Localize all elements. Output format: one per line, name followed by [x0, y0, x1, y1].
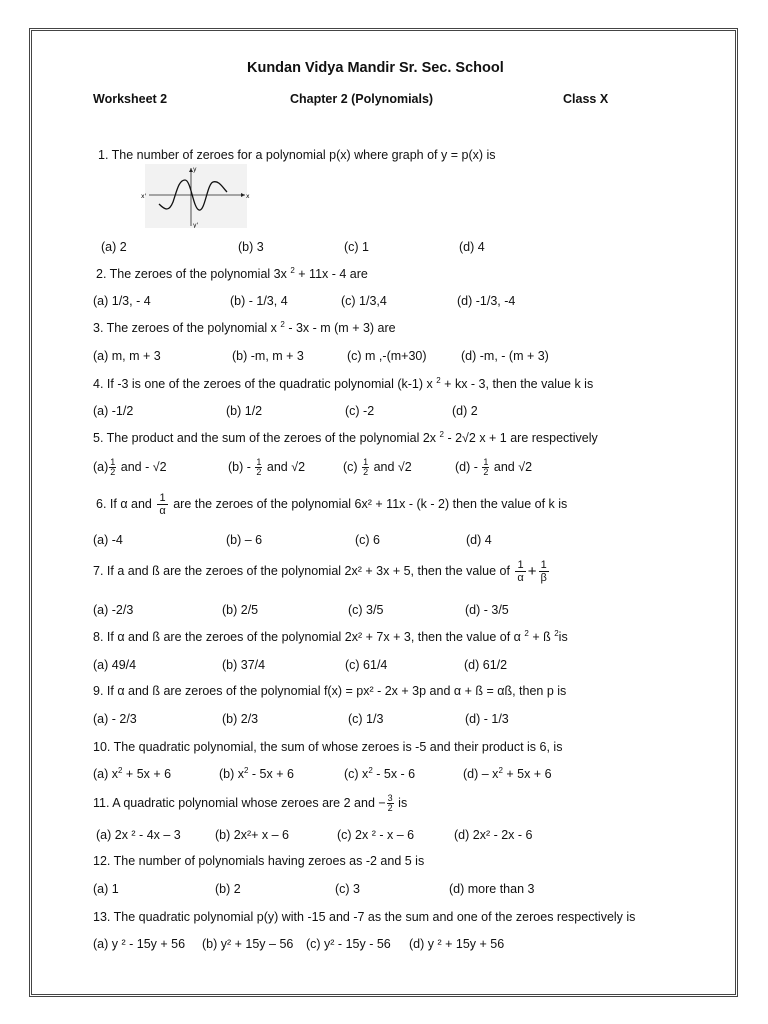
- q8-option-d: (d) 61/2: [464, 658, 508, 672]
- question-9: 9. If α and ß are zeroes of the polynomial f(x) = px² - 2x + 3p and α + ß = αß, then p is: [93, 684, 567, 698]
- chapter-label: Chapter 2 (Polynomials): [290, 92, 434, 106]
- q5-option-b: (b) - $\frac{1}{2}$ and √2: [228, 457, 306, 477]
- question-6: 6. If α and $\frac{1}{\alpha}$ are the zeroes of the polynomial 6x² + 11x - (k - 2) then the value of k is: [96, 492, 568, 517]
- q9-option-a: (a) - 2/3: [93, 712, 137, 726]
- q7-option-b: (b) 2/5: [222, 603, 259, 617]
- q7-option-a: (a) -2/3: [93, 603, 134, 617]
- q12-option-c: (c) 3: [335, 882, 360, 896]
- q4-option-d: (d) 2: [452, 404, 478, 418]
- q4-option-c: (c) -2: [345, 404, 375, 418]
- q11-option-d: (d) 2x² - 2x - 6: [454, 828, 533, 842]
- q12-option-a: (a) 1: [93, 882, 119, 896]
- q10-option-a: (a) $x^2 + 5x + 6$: [93, 766, 172, 781]
- question-3: 3. The zeroes of the polynomial x $^2$ - 3x - m (m + 3) are: [93, 320, 396, 335]
- question-5: 5. The product and the sum of the zeroes of the polynomial 2x $^2$ - 2√2 x + 1 are respectively: [93, 430, 598, 445]
- question-13: 13. The quadratic polynomial p(y) with -15 and -7 as the sum and one of the zeroes respectively is: [93, 910, 636, 924]
- class-label: Class X: [563, 92, 609, 106]
- question-10: 10. The quadratic polynomial, the sum of whose zeroes is -5 and their product is 6, is: [93, 740, 563, 754]
- q11-option-c: (c) 2x ² - x – 6: [337, 828, 415, 842]
- q3-option-d: (d) -m, - (m + 3): [461, 349, 549, 363]
- q5-option-c: (c) $\frac{1}{2}$ and √2: [343, 457, 412, 477]
- q3-option-b: (b) -m, m + 3: [232, 349, 304, 363]
- q2-option-c: (c) 1/3,4: [341, 294, 387, 308]
- q7-option-c: (c) 3/5: [348, 603, 384, 617]
- q9-option-c: (c) 1/3: [348, 712, 384, 726]
- q13-option-a: (a) y ² - 15y + 56: [93, 937, 186, 951]
- q12-option-b: (b) 2: [215, 882, 241, 896]
- q6-option-b: (b) – 6: [226, 533, 263, 547]
- q4-option-a: (a) -1/2: [93, 404, 134, 418]
- q11-option-b: (b) 2x²+ x – 6: [215, 828, 289, 842]
- q13-option-d: (d) y ² + 15y + 56: [409, 937, 505, 951]
- q10-option-b: (b) $x^2 - 5x + 6$: [219, 766, 294, 781]
- q8-option-c: (c) 61/4: [345, 658, 388, 672]
- graph-y-label: y: [193, 166, 197, 173]
- q2-option-a: (a) 1/3, - 4: [93, 294, 151, 308]
- q1-option-c: (c) 1: [344, 240, 369, 254]
- q11-option-a: (a) 2x ² - 4x – 3: [96, 828, 181, 842]
- question-4: 4. If -3 is one of the zeroes of the quadratic polynomial (k-1) x $^2$ + kx - 3, then the value k is: [93, 376, 594, 391]
- question-8: 8. If α and ß are the zeroes of the polynomial 2x² + 7x + 3, then the value of α $^2$ + ß $^2$is: [93, 629, 568, 644]
- q9-option-b: (b) 2/3: [222, 712, 259, 726]
- q6-option-d: (d) 4: [466, 533, 492, 547]
- q4-option-b: (b) 1/2: [226, 404, 263, 418]
- q8-option-b: (b) 37/4: [222, 658, 266, 672]
- question-7: 7. If a and ß are the zeroes of the polynomial 2x² + 3x + 5, then the value of $\frac{1}{\alpha}$ + $\frac{1}{\beta}$: [93, 559, 547, 584]
- q7-option-d: (d) - 3/5: [465, 603, 509, 617]
- q12-option-d: (d) more than 3: [449, 882, 535, 896]
- q5-option-d: (d) - $\frac{1}{2}$ and √2: [455, 457, 533, 477]
- polynomial-graph: [141, 164, 251, 228]
- graph-x-label: x: [246, 193, 250, 200]
- school-title: Kundan Vidya Mandir Sr. Sec. School: [247, 60, 504, 76]
- q1-option-b: (b) 3: [238, 240, 264, 254]
- q6-option-a: (a) -4: [93, 533, 123, 547]
- question-1: 1. The number of zeroes for a polynomial p(x) where graph of y = p(x) is: [98, 148, 496, 162]
- question-2: 2. The zeroes of the polynomial 3x $^2$ + 11x - 4 are: [96, 266, 368, 281]
- q10-option-d: $(d) - x^2 + 5x + 6$: [463, 766, 552, 781]
- q6-option-c: (c) 6: [355, 533, 380, 547]
- q8-option-a: (a) 49/4: [93, 658, 137, 672]
- q1-option-d: (d) 4: [459, 240, 485, 254]
- worksheet-label: Worksheet 2: [93, 92, 168, 106]
- question-11: 11. A quadratic polynomial whose zeroes are 2 and − $\frac{3}{2}$ is: [93, 793, 408, 813]
- q2-option-d: (d) -1/3, -4: [457, 294, 516, 308]
- q2-option-b: (b) - 1/3, 4: [230, 294, 288, 308]
- question-12: 12. The number of polynomials having zeroes as -2 and 5 is: [93, 854, 425, 868]
- q3-option-c: (c) m ,-(m+30): [347, 349, 427, 363]
- q1-option-a: (a) 2: [101, 240, 127, 254]
- q10-option-c: (c) $x^2 - 5x - 6$: [344, 766, 416, 781]
- graph-y-bottom-label: y': [193, 222, 199, 228]
- q9-option-d: (d) - 1/3: [465, 712, 509, 726]
- q5-option-a: (a) $\frac{1}{2}$ and - √2: [93, 457, 167, 477]
- q13-option-b: (b) y² + 15y – 56: [202, 937, 294, 951]
- graph-x-left-label: x': [141, 193, 147, 200]
- q3-option-a: (a) m, m + 3: [93, 349, 161, 363]
- q13-option-c: (c) y² - 15y - 56: [306, 937, 391, 951]
